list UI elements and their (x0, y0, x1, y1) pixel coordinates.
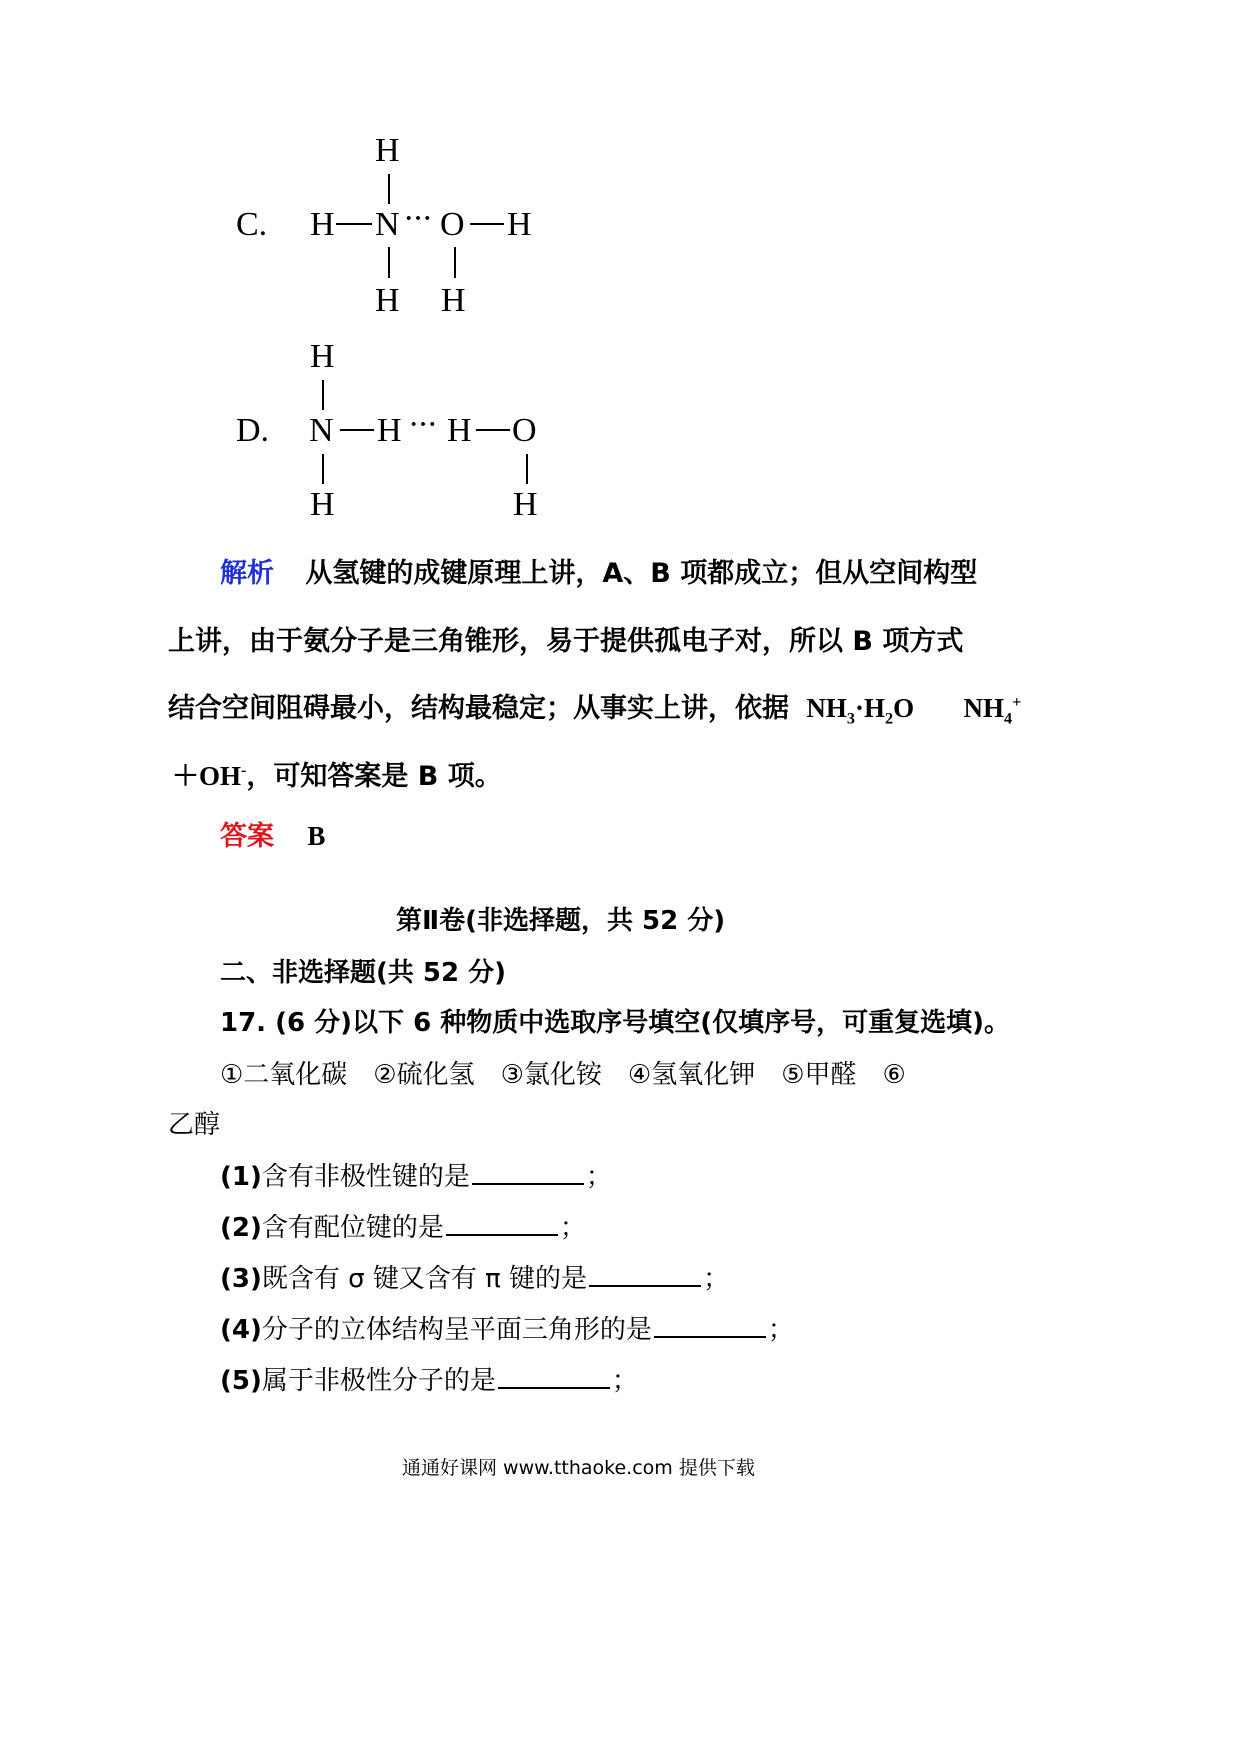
item-number: (3) (220, 1264, 262, 1294)
analysis-line-3 (168, 686, 1021, 728)
atom-h: H (310, 486, 335, 523)
atom-h: H (310, 206, 335, 243)
item-text: 分子的立体结构呈平面三角形的是 (261, 1315, 652, 1345)
analysis-line-1 (220, 551, 977, 590)
analysis-tag: 解析 (220, 558, 274, 589)
option-c-bonds (0, 0, 1240, 560)
item-text: 属于非极性分子的是 (261, 1366, 496, 1396)
atom-h: H (375, 132, 400, 169)
hydrogen-bond-dots: ··· (403, 200, 431, 237)
answer-blank[interactable] (498, 1365, 610, 1389)
option-d-label: D. (236, 412, 270, 449)
atom-o: O (512, 412, 537, 449)
atom-n: N (375, 206, 400, 243)
formula-nh4-ion: $NH_4^+$ (963, 693, 1022, 728)
formula-nh3-h2o: $NH_3\cdot H_2O$ (806, 693, 915, 728)
section-title: 第Ⅱ卷(非选择题，共 52 分) (396, 906, 726, 936)
hydrogen-bond-dots: ··· (408, 406, 436, 443)
analysis-text: 结合空间阻碍最小，结构最稳定；从事实上讲，依据 (168, 693, 789, 724)
question-item (220, 1258, 729, 1295)
atom-h: H (441, 282, 466, 319)
atom-h: H (377, 412, 402, 449)
answer-tag: 答案 (220, 821, 274, 852)
atom-h: H (375, 282, 400, 319)
question-item (220, 1207, 586, 1244)
item-end: ； (611, 1366, 638, 1396)
answer-blank[interactable] (589, 1263, 701, 1287)
question-item (220, 1156, 612, 1193)
item-number: (4) (220, 1315, 262, 1345)
atom-h: H (447, 412, 472, 449)
analysis-text: 从氢键的成键原理上讲，A、B 项都成立；但从空间构型 (305, 558, 978, 589)
question-item (220, 1309, 794, 1346)
item-text: 含有配位键的是 (261, 1213, 444, 1243)
atom-n: N (309, 412, 334, 449)
superscript: - (241, 761, 247, 779)
answer-blank[interactable] (446, 1212, 558, 1236)
atom-h: H (310, 338, 335, 375)
item-number: (1) (220, 1162, 262, 1192)
analysis-text: ，可知答案是 B 项。 (246, 761, 502, 792)
answer-line (220, 814, 325, 853)
option-c-label: C. (236, 206, 268, 243)
analysis-line-4 (172, 754, 502, 793)
question-17-stem (220, 1002, 1010, 1039)
substance-list: ①二氧化碳 ②硫化氢 ③氯化铵 ④氢氧化钾 ⑤甲醛 ⑥ (220, 1060, 906, 1090)
item-end: ； (559, 1213, 586, 1243)
item-end: ； (767, 1315, 794, 1345)
item-end: ； (703, 1264, 730, 1294)
formula-oh-ion: ＋OH (172, 761, 242, 791)
item-end: ； (585, 1162, 612, 1192)
section-heading: 二、非选择题(共 52 分) (220, 958, 507, 988)
question-stem-text: 17. (6 分)以下 6 种物质中选取序号填空(仅填序号，可重复选填)。 (220, 1008, 1010, 1038)
item-number: (2) (220, 1213, 262, 1243)
analysis-line-2: 上讲，由于氨分子是三角锥形，易于提供孤电子对，所以 B 项方式 (168, 626, 964, 657)
answer-value: B (307, 821, 326, 851)
substance-list-cont: 乙醇 (168, 1110, 221, 1140)
question-item (220, 1360, 638, 1397)
atom-h: H (507, 206, 532, 243)
atom-h: H (513, 486, 538, 523)
item-text: 既含有 σ 键又含有 π 键的是 (261, 1264, 588, 1294)
page-footer: 通通好课网 www.tthaoke.com 提供下载 (402, 1457, 755, 1479)
item-number: (5) (220, 1366, 262, 1396)
answer-blank[interactable] (654, 1314, 766, 1338)
item-text: 含有非极性键的是 (261, 1162, 470, 1192)
answer-blank[interactable] (472, 1161, 584, 1185)
atom-o: O (440, 206, 465, 243)
